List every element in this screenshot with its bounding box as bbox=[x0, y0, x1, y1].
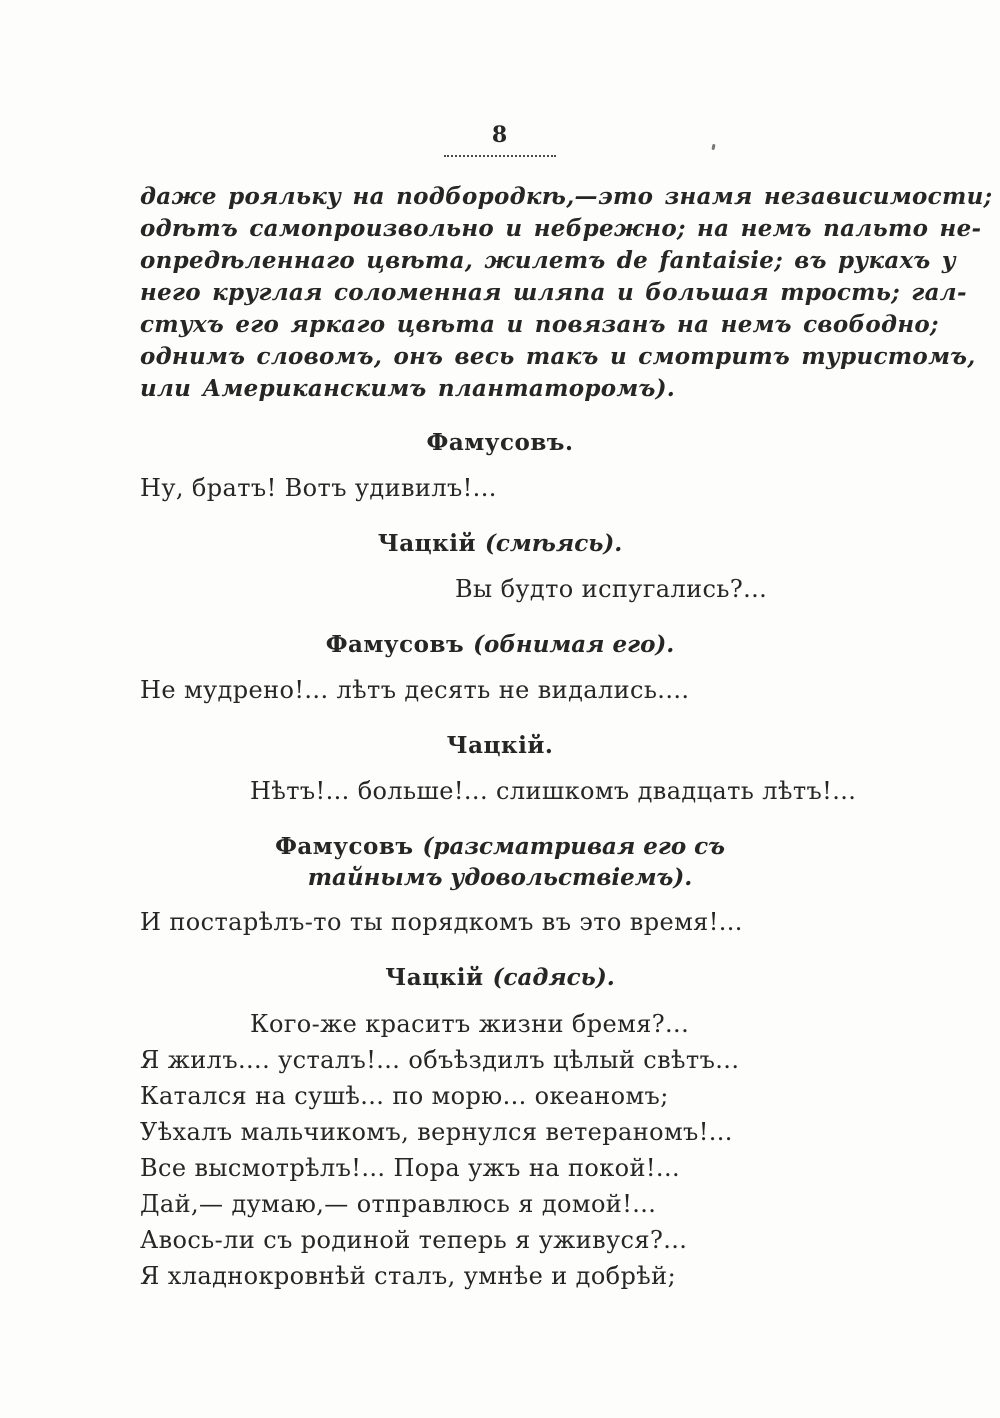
stage-direction-line: одѣтъ самопроизвольно и небрежно; на немъ пальто не- bbox=[140, 215, 982, 242]
dialogue-line: Ну, братъ! Вотъ удивилъ!... bbox=[140, 474, 497, 502]
verse-line: Дай,— думаю,— отправлюсь я домой!... bbox=[140, 1190, 657, 1218]
ink-speck bbox=[711, 144, 715, 150]
stage-direction-line: него круглая соломенная шляпа и большая трость; гал- bbox=[140, 279, 967, 306]
dialogue-section bbox=[140, 629, 860, 708]
page-number: 8 bbox=[491, 122, 509, 148]
speaker-name: Чацкій. bbox=[446, 732, 554, 759]
speaker-heading-line bbox=[140, 831, 860, 863]
dialogue-line: И постарѣлъ-то ты порядкомъ въ это время!... bbox=[140, 908, 743, 936]
speaker-heading bbox=[140, 528, 860, 560]
verse-line: Катался на сушѣ... по морю... океаномъ; bbox=[140, 1082, 669, 1110]
speaker-heading bbox=[140, 427, 860, 459]
dialogue-line: Не мудрено!... лѣтъ десять не видались.... bbox=[140, 676, 690, 704]
stage-direction-line: стухъ его яркаго цвѣта и повязанъ на немъ свободно; bbox=[140, 311, 939, 338]
dialogue-section bbox=[140, 427, 860, 506]
stage-note: (обнимая его). bbox=[473, 631, 675, 658]
speaker-name: Фамусовъ bbox=[325, 631, 465, 658]
dialogue-section bbox=[140, 831, 860, 940]
verse-line: Авось-ли съ родиной теперь я уживуся?... bbox=[140, 1226, 688, 1254]
speaker-name: Фамусовъ bbox=[275, 833, 414, 860]
dialogue-line: Нѣтъ!... больше!... слишкомъ двадцать лѣтъ!... bbox=[250, 777, 857, 805]
stage-note: (смѣясь). bbox=[485, 530, 623, 557]
opening-stage-direction bbox=[140, 181, 993, 405]
dialogue-section bbox=[140, 730, 860, 809]
stage-direction-line: однимъ словомъ, онъ весь такъ и смотритъ туристомъ, bbox=[140, 343, 976, 370]
stage-direction-line: даже рояльку на подбородкѣ,—это знамя независимости; bbox=[140, 183, 993, 210]
stage-note: (садясь). bbox=[492, 964, 615, 991]
stage-note: (разсматривая его съ bbox=[422, 833, 725, 860]
speaker-name: Чацкій bbox=[377, 530, 477, 557]
speaker-name: Фамусовъ. bbox=[426, 429, 574, 456]
stage-direction-line: или Американскимъ плантаторомъ). bbox=[140, 375, 676, 402]
verse-line: Я хладнокровнѣй сталъ, умнѣе и добрѣй; bbox=[140, 1262, 677, 1290]
verse-line: Кого-же краситъ жизни бремя?... bbox=[250, 1010, 690, 1038]
verse-line: Уѣхалъ мальчикомъ, вернулся ветераномъ!... bbox=[140, 1118, 733, 1146]
stage-direction-line: опредѣленнаго цвѣта, жилетъ de fantaisie; въ рукахъ у bbox=[140, 247, 956, 274]
header-rule bbox=[444, 155, 556, 157]
stage-note-continued: тайнымъ удовольствіемъ). bbox=[307, 864, 693, 891]
speaker-name: Чацкій bbox=[385, 964, 484, 991]
verse-line: Все высмотрѣлъ!... Пора ужъ на покой!... bbox=[140, 1154, 681, 1182]
speaker-heading bbox=[140, 730, 860, 762]
speaker-heading bbox=[140, 629, 860, 661]
dialogue-line: Вы будто испугались?... bbox=[455, 575, 768, 603]
speaker-heading bbox=[140, 831, 860, 893]
speaker-heading bbox=[140, 962, 860, 994]
dialogue-section bbox=[140, 962, 860, 1294]
verse-line: Я жилъ.... усталъ!... объѣздилъ цѣлый свѣтъ... bbox=[140, 1046, 740, 1074]
dialogue-section bbox=[140, 528, 860, 607]
